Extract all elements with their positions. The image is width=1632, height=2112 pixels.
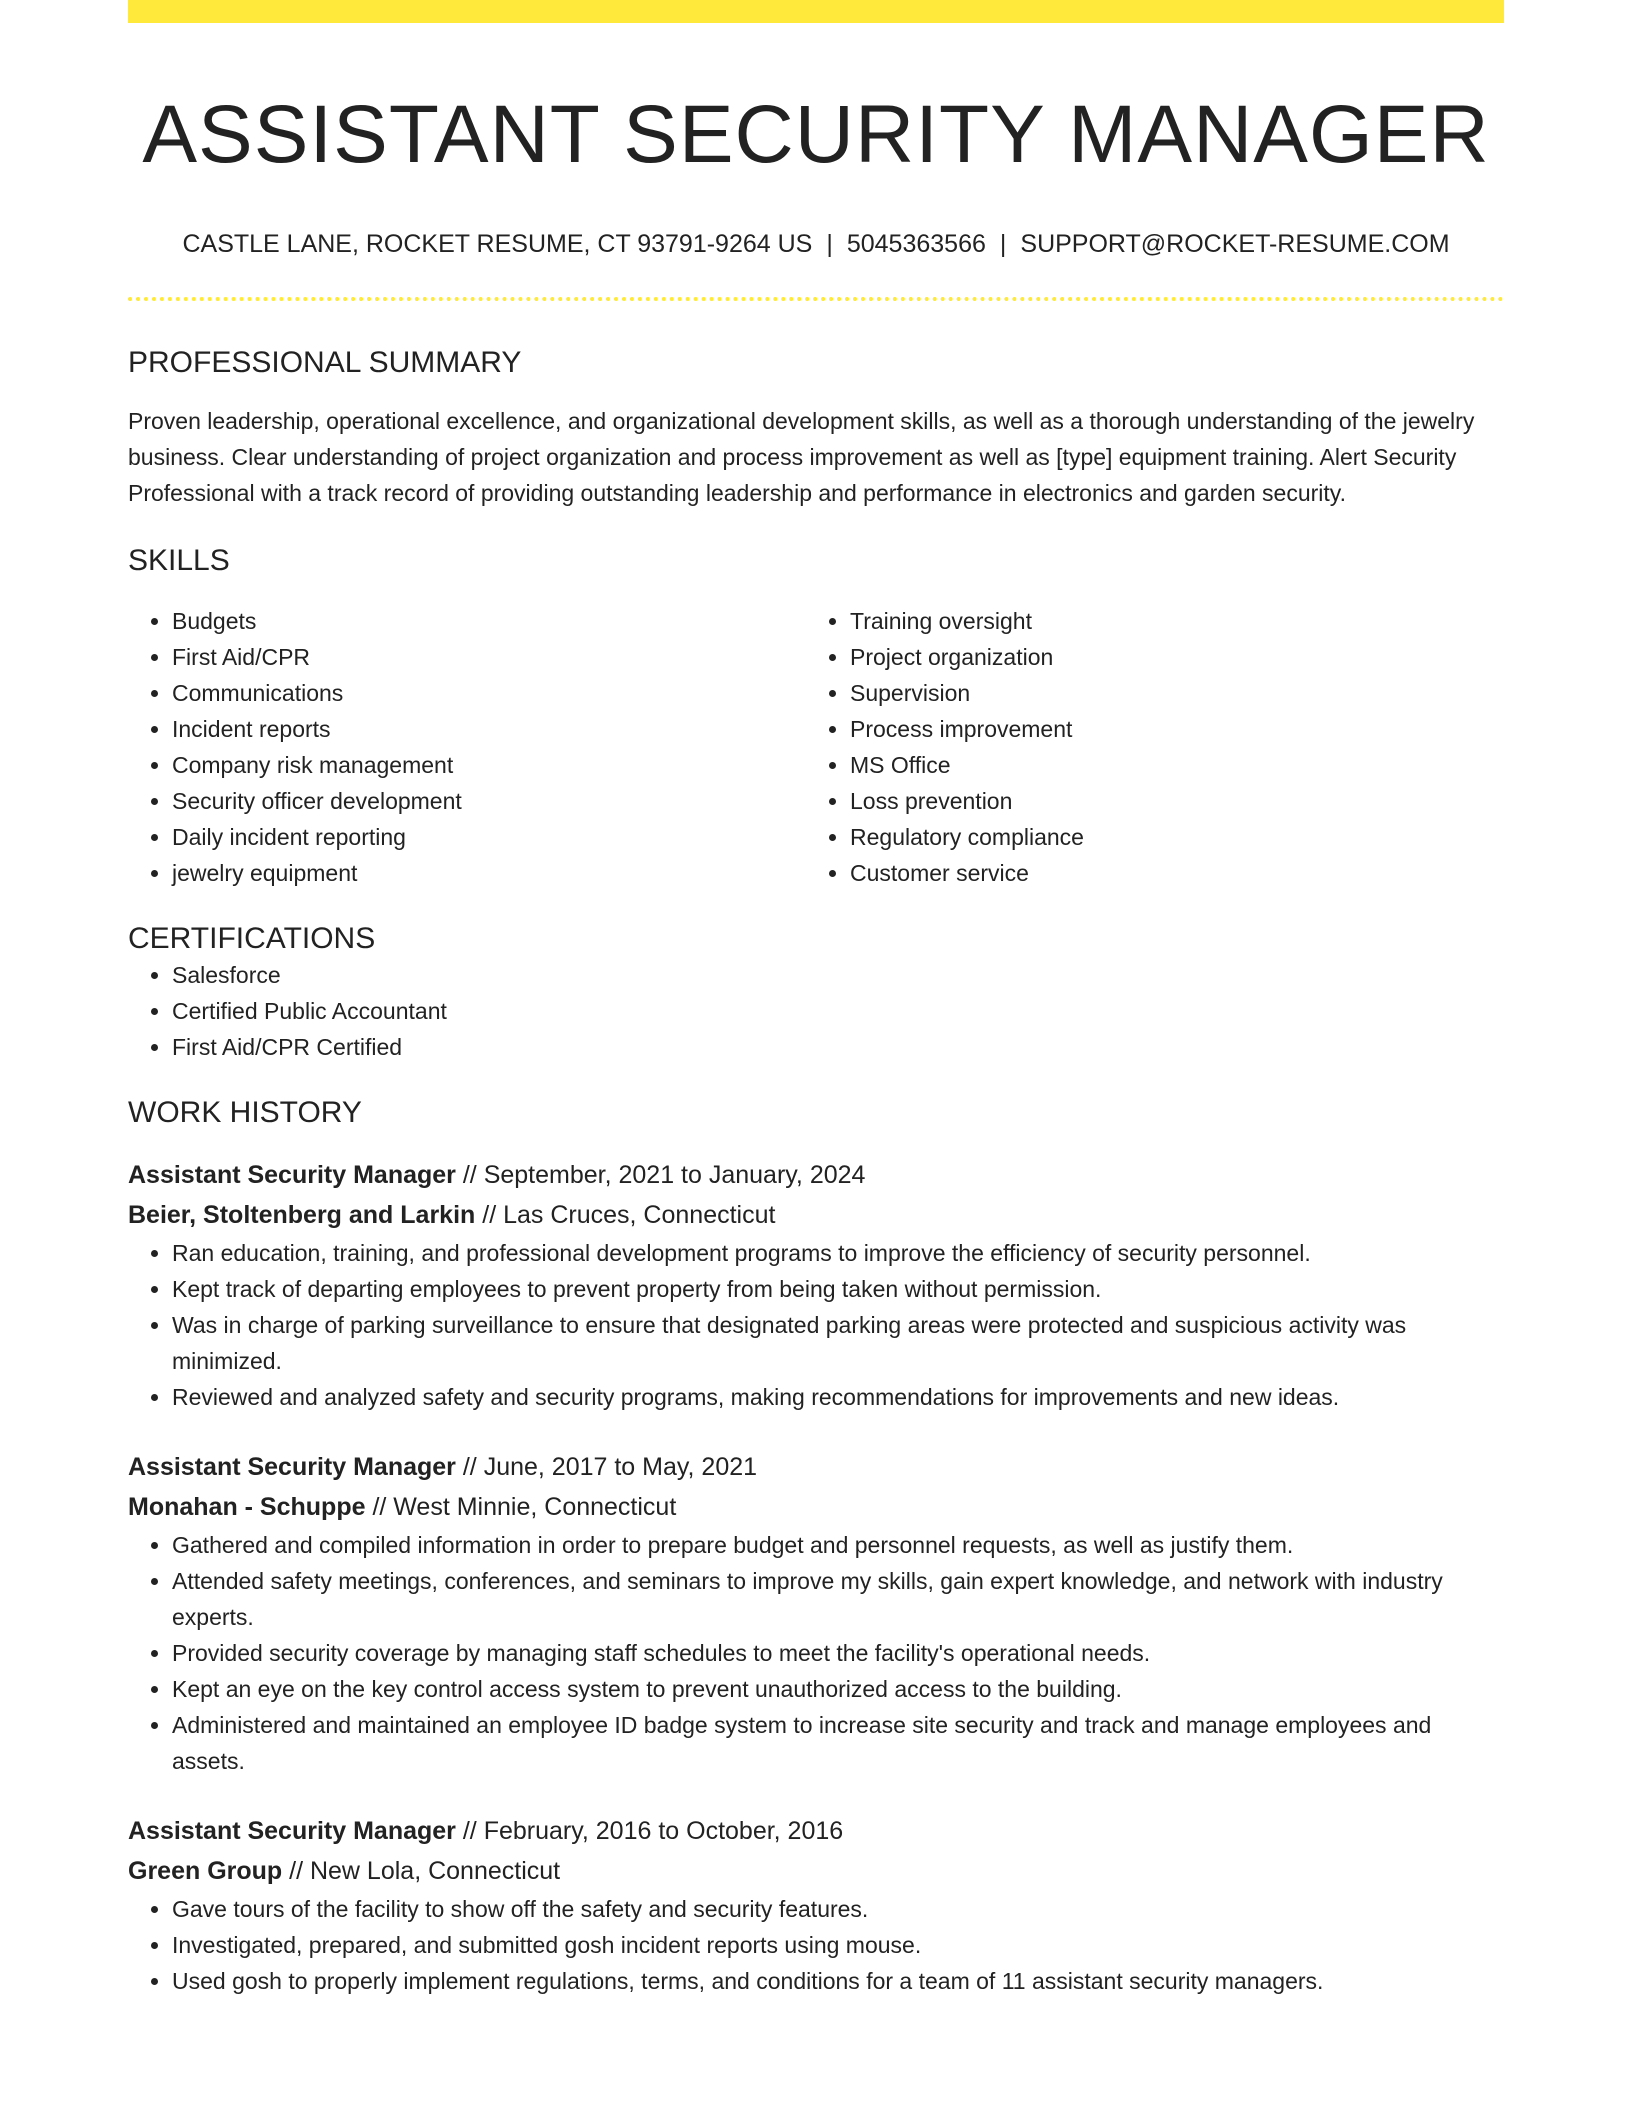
job-entry <box>128 1155 1504 1415</box>
skill-item: • Budgets <box>172 603 806 639</box>
job-bullet: • Was in charge of parking surveillance to ensure that designated parking areas were protected and suspicious activity was minimized. <box>172 1307 1504 1379</box>
contact-line <box>128 229 1504 259</box>
job-bullet: • Ran education, training, and professional development programs to improve the efficiency of security personnel. <box>172 1235 1504 1271</box>
skill-item: • Customer service <box>850 855 1484 891</box>
job-role: Assistant Security Manager <box>128 1161 456 1189</box>
skill-item: • Company risk management <box>172 747 806 783</box>
job-company-line <box>128 1487 1504 1527</box>
job-dates: // September, 2021 to January, 2024 <box>455 1161 866 1189</box>
skill-item: • Training oversight <box>850 603 1484 639</box>
skill-item: • Security officer development <box>172 783 806 819</box>
skill-item: • Project organization <box>850 639 1484 675</box>
skill-item: • Incident reports <box>172 711 806 747</box>
contact-email: SUPPORT@ROCKET-RESUME.COM <box>1020 230 1450 258</box>
certifications-heading: CERTIFICATIONS <box>128 922 376 955</box>
job-bullet-list <box>128 1527 1504 1779</box>
job-entry <box>128 1447 1504 1779</box>
resume-title: ASSISTANT SECURITY MANAGER <box>142 89 1490 180</box>
job-bullet: • Provided security coverage by managing staff schedules to meet the facility's operational needs. <box>172 1635 1504 1671</box>
skill-item: • First Aid/CPR <box>172 639 806 675</box>
job-bullet: • Reviewed and analyzed safety and security programs, making recommendations for improvements and new ideas. <box>172 1379 1504 1415</box>
job-dates: // June, 2017 to May, 2021 <box>455 1453 758 1481</box>
skill-item: • Daily incident reporting <box>172 819 806 855</box>
job-bullet: • Gathered and compiled information in order to prepare budget and personnel requests, as well as justify them. <box>172 1527 1504 1563</box>
job-company: Green Group <box>128 1857 283 1885</box>
skills-left-list <box>128 603 806 891</box>
skills-right-list <box>806 603 1484 891</box>
certification-item: • Certified Public Accountant <box>172 993 1504 1029</box>
contact-phone: 5045363566 <box>846 230 986 258</box>
skills-heading: SKILLS <box>128 544 230 577</box>
job-bullet: • Attended safety meetings, conferences, and seminars to improve my skills, gain expert knowledge, and network with industry experts. <box>172 1563 1504 1635</box>
resume-page <box>128 0 1504 1999</box>
skills-columns <box>128 603 1504 891</box>
contact-address: CASTLE LANE, ROCKET RESUME, CT 93791-9264 US <box>182 230 813 258</box>
skill-item: • jewelry equipment <box>172 855 806 891</box>
contact-separator: | <box>999 230 1007 258</box>
certification-item: • Salesforce <box>172 957 1504 993</box>
job-company: Beier, Stoltenberg and Larkin <box>128 1201 476 1229</box>
job-role-line <box>128 1811 1504 1851</box>
summary-heading: PROFESSIONAL SUMMARY <box>128 346 522 379</box>
job-bullet-list <box>128 1891 1504 1999</box>
skill-item: • Supervision <box>850 675 1484 711</box>
job-company-line <box>128 1195 1504 1235</box>
job-bullet: • Administered and maintained an employee ID badge system to increase site security and track and manage employees and assets. <box>172 1707 1504 1779</box>
skills-right-column <box>806 603 1484 891</box>
job-company-line <box>128 1851 1504 1891</box>
skill-item: • MS Office <box>850 747 1484 783</box>
accent-top-bar <box>128 0 1504 23</box>
job-role: Assistant Security Manager <box>128 1817 456 1845</box>
job-location: // West Minnie, Connecticut <box>365 1493 677 1521</box>
job-bullet: • Investigated, prepared, and submitted gosh incident reports using mouse. <box>172 1927 1504 1963</box>
job-role-line <box>128 1155 1504 1195</box>
job-bullet: • Gave tours of the facility to show off the safety and security features. <box>172 1891 1504 1927</box>
dotted-divider <box>128 297 1504 301</box>
job-location: // New Lola, Connecticut <box>282 1857 561 1885</box>
skill-item: • Process improvement <box>850 711 1484 747</box>
skills-left-column <box>128 603 806 891</box>
skill-item: • Communications <box>172 675 806 711</box>
job-bullet: • Kept track of departing employees to prevent property from being taken without permission. <box>172 1271 1504 1307</box>
skill-item: • Regulatory compliance <box>850 819 1484 855</box>
summary-text: Proven leadership, operational excellence, and organizational development skills, as well as a thorough understanding of the jewelry business. Clear understanding of project organization and process improvement as well as [type] equipment training. Alert Security Professional with a track record of providing outstanding leadership and performance in electronics and garden security. <box>128 408 1475 506</box>
job-role: Assistant Security Manager <box>128 1453 456 1481</box>
skill-item: • Loss prevention <box>850 783 1484 819</box>
job-entry <box>128 1811 1504 1999</box>
job-dates: // February, 2016 to October, 2016 <box>455 1817 844 1845</box>
certification-item: • First Aid/CPR Certified <box>172 1029 1504 1065</box>
job-company: Monahan - Schuppe <box>128 1493 366 1521</box>
job-role-line <box>128 1447 1504 1487</box>
contact-separator: | <box>826 230 833 258</box>
job-bullet: • Kept an eye on the key control access system to prevent unauthorized access to the building. <box>172 1671 1504 1707</box>
job-bullet-list <box>128 1235 1504 1415</box>
job-bullet: • Used gosh to properly implement regulations, terms, and conditions for a team of 11 assistant security managers. <box>172 1963 1504 1999</box>
certifications-list <box>128 957 1504 1065</box>
job-location: // Las Cruces, Connecticut <box>475 1201 776 1229</box>
work-history-heading: WORK HISTORY <box>128 1096 362 1129</box>
